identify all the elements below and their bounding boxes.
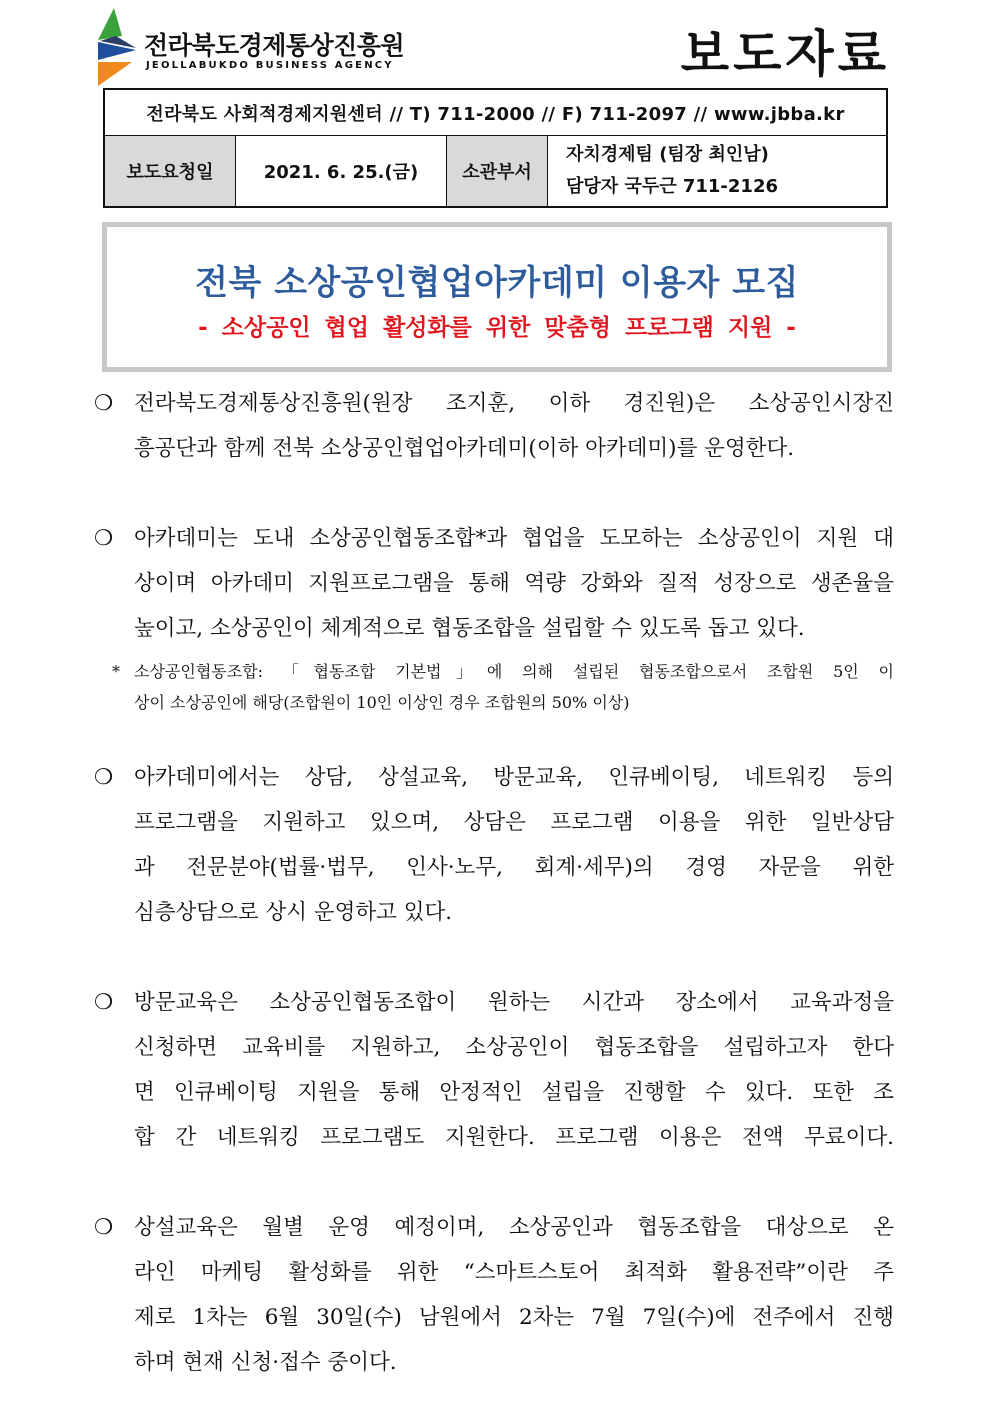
contact-line: 전라북도 사회적경제지원센터 // T) 711-2000 // F) 711-2097 // www.jbba.kr [104, 89, 887, 136]
headline-subtitle: - 소상공인 협업 활성화를 위한 맞춤형 프로그램 지원 - [198, 315, 796, 341]
body-paragraph-5 [94, 1205, 894, 1385]
paragraph-line: 전라북도경제통상진흥원(원장 조지훈, 이하 경진원)은 소상공인시장진 [134, 391, 894, 416]
paragraph-line: 라인 마케팅 활성화를 위한 “스마트스토어 최적화 활용전략”이란 주 [134, 1260, 894, 1285]
paragraph-line: 흥공단과 함께 전북 소상공인협업아카데미(이하 아카데미)를 운영한다. [134, 436, 795, 461]
footnote [112, 656, 894, 718]
org-name-kr: 전라북도경제통상진흥원 [144, 31, 405, 60]
body-paragraph-4 [94, 980, 894, 1160]
paragraph-line: 심층상담으로 상시 운영하고 있다. [134, 900, 453, 925]
footnote-line: 상이 소상공인에 해당(조합원이 10인 이상인 경우 조합원의 50% 이상) [134, 693, 630, 712]
paragraph-line: 프로그램을 지원하고 있으며, 상담은 프로그램 이용을 위한 일반상담 [134, 810, 894, 835]
bullet-circle-icon: ❍ [94, 1215, 114, 1240]
release-date-value: 2021. 6. 25.(금) [236, 136, 447, 208]
body-paragraph-3 [94, 755, 894, 935]
press-info-table [103, 88, 888, 208]
paragraph-line: 과 전문분야(법률·법무, 인사·노무, 회계·세무)의 경영 자문을 위한 [134, 855, 894, 880]
agency-logo-icon [92, 6, 144, 88]
bullet-circle-icon: ❍ [94, 526, 114, 551]
paragraph-line: 신청하면 교육비를 지원하고, 소상공인이 협동조합을 설립하고자 한다 [134, 1035, 894, 1060]
paragraph-line: 하며 현재 신청·접수 중이다. [134, 1350, 397, 1375]
bullet-circle-icon: ❍ [94, 990, 114, 1015]
paragraph-line: 합 간 네트워킹 프로그램도 지원한다. 프로그램 이용은 전액 무료이다. [134, 1125, 894, 1150]
paragraph-line: 상설교육은 월별 운영 예정이며, 소상공인과 협동조합을 대상으로 온 [134, 1215, 894, 1240]
contact-row [104, 89, 887, 136]
department-value [548, 136, 888, 208]
org-name-en: JEOLLABUKDO BUSINESS AGENCY [146, 60, 394, 71]
meta-row [104, 136, 887, 208]
headline-title: 전북 소상공인협업아카데미 이용자 모집 [195, 263, 799, 303]
footnote-marker: * [112, 662, 120, 681]
paragraph-line: 면 인큐베이팅 지원을 통해 안정적인 설립을 진행할 수 있다. 또한 조 [134, 1080, 894, 1105]
headline-box [102, 222, 892, 372]
footnote-line: 소상공인협동조합: 「협동조합 기본법」에 의해 설립된 협동조합으로서 조합원 5인 이 [134, 662, 894, 681]
bullet-circle-icon: ❍ [94, 391, 114, 416]
department-label: 소관부서 [447, 136, 548, 208]
paragraph-line: 아카데미에서는 상담, 상설교육, 방문교육, 인큐베이팅, 네트워킹 등의 [134, 765, 894, 790]
bullet-circle-icon: ❍ [94, 765, 114, 790]
paragraph-line: 상이며 아카데미 지원프로그램을 통해 역량 강화와 질적 성장으로 생존율을 [134, 571, 894, 596]
department-team: 자치경제팀 (팀장 최인남) [566, 144, 769, 165]
paragraph-line: 제로 1차는 6월 30일(수) 남원에서 2차는 7월 7일(수)에 전주에서 진행 [134, 1305, 894, 1330]
document-type-heading: 보도자료 [680, 25, 890, 83]
paragraph-line: 방문교육은 소상공인협동조합이 원하는 시간과 장소에서 교육과정을 [134, 990, 894, 1015]
release-date-label: 보도요청일 [104, 136, 236, 208]
agency-logo [92, 6, 405, 88]
body-paragraph-2 [94, 516, 894, 651]
department-contact: 담당자 국두근 711-2126 [566, 176, 779, 197]
body-paragraph-1 [94, 381, 894, 471]
paragraph-line: 아카데미는 도내 소상공인협동조합*과 협업을 도모하는 소상공인이 지원 대 [134, 526, 894, 551]
paragraph-line: 높이고, 소상공인이 체계적으로 협동조합을 설립할 수 있도록 돕고 있다. [134, 616, 805, 641]
